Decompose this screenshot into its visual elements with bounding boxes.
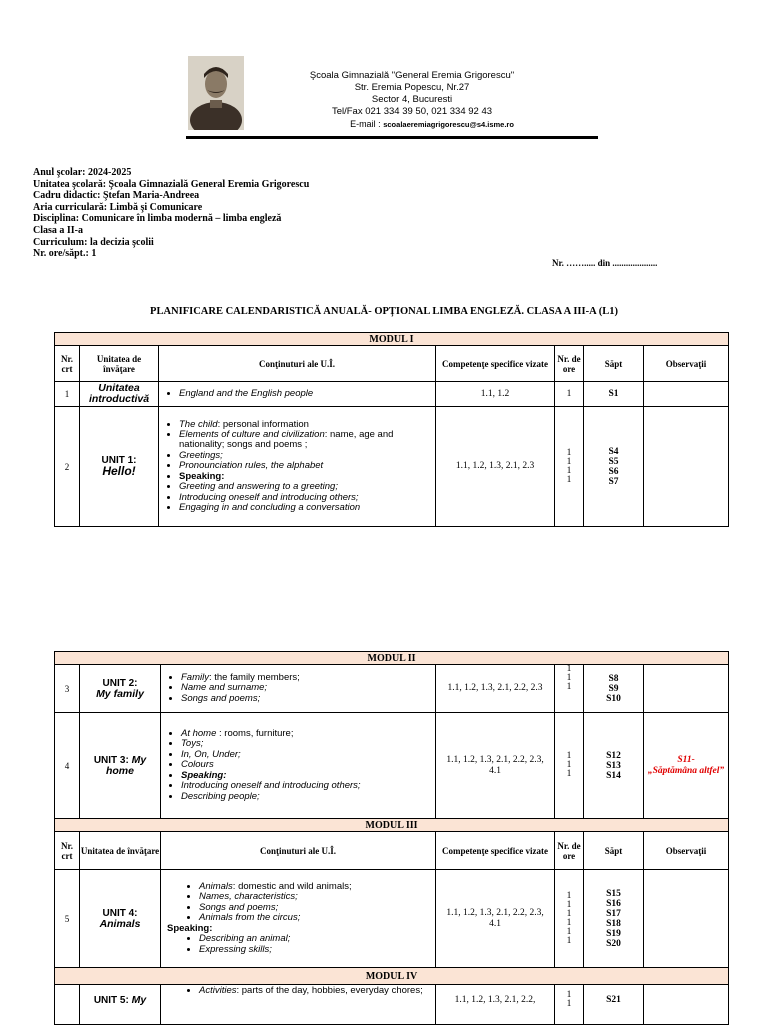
unit-observations: S11- „Săptămâna altfel” [644,713,729,819]
module-header: MODUL I [55,333,729,346]
meta-hours-per-week: Nr. ore/săpt.: 1 [33,248,97,260]
registration-number: Nr. ……..... din .................... [552,258,658,268]
unit-weeks: S4 S5 S6 S7 [584,407,644,527]
planning-table-modul-2-4 [54,651,729,1025]
unit-content: • The child: personal information • Elements of culture and civilization: name, age and nationality; songs and poems ; • Greetings; • Pronounciation rules, the alphabet • Speaking: • Greeting and answering to a greeting; • Introducing oneself and introducing others; • Engaging in and concluding a conversation [159,407,436,527]
unit-observations [644,382,729,407]
school-sector: Sector 4, Bucuresti [371,94,453,105]
unit-title: UNIT 4: Animals [80,870,161,968]
meta-school-unit: Unitatea şcolară: Şcoala Gimnazială General Eremia Grigorescu [33,178,310,190]
school-patron-portrait [188,56,244,130]
unit-hours: 1 1 1 1 [555,407,584,527]
row-number: 4 [55,713,80,819]
unit-content: • Animals: domestic and wild animals; • Names, characteristics; • Songs and poems; • Animals from the circus; Speaking: • Describing an animal; • Expressing skills; [161,870,436,968]
unit-content: • Family: the family members; • Name and surname; • Songs and poems; [161,665,436,713]
unit-title: Unitatea introductivă [80,382,159,407]
col-header-nr: Nr. crt [55,832,80,870]
unit-competences: 1.1, 1.2, 1.3, 2.1, 2.2, [436,985,555,1025]
unit-competences: 1.1, 1.2, 1.3, 2.1, 2.2, 2.3, 4.1 [436,870,555,968]
unit-hours: 1 1 1 [555,665,584,713]
row-number: 3 [55,665,80,713]
col-header-nr: Nr. crt [55,346,80,382]
meta-class: Clasa a II-a [33,224,84,236]
unit-observations [644,407,729,527]
unit-weeks: S1 [584,382,644,407]
col-header-observations: Observaţii [644,832,729,870]
table-row [55,713,729,819]
row-number [55,985,80,1025]
meta-curricular-area: Aria curriculară: Limbă şi Comunicare [33,201,203,213]
unit-content: • England and the English people [159,382,436,407]
document-meta [33,167,309,260]
unit-observations [644,665,729,713]
unit-content: • At home : rooms, furniture; • Toys; • In, On, Under; • Colours • Speaking: • Introducing oneself and introducing others; • Describing people; [161,713,436,819]
meta-discipline: Disciplina: Comunicare în limba modernă – limba engleză [33,213,282,225]
table-row [55,382,729,407]
unit-hours: 1 [555,382,584,407]
col-header-observations: Observaţii [644,346,729,382]
module-header: MODUL III [55,819,729,832]
school-phone: Tel/Fax 021 334 39 50, 021 334 92 43 [331,106,493,117]
letterhead-rule [186,136,598,139]
unit-title: UNIT 2: My family [80,665,161,713]
unit-weeks: S21 [584,985,644,1025]
unit-competences: 1.1, 1.2 [436,382,555,407]
unit-competences: 1.1, 1.2, 1.3, 2.1, 2.3 [436,407,555,527]
row-number: 5 [55,870,80,968]
module-header: MODUL IV [55,968,729,985]
table-row [55,985,729,1025]
table-row [55,665,729,713]
planning-table-modul-1 [54,332,729,527]
meta-school-year: Anul şcolar: 2024-2025 [33,167,132,178]
document-title: PLANIFICARE CALENDARISTICĂ ANUALĂ- OPȚIONAL LIMBA ENGLEZĂ. CLASA A III-A (L1) [150,306,618,317]
col-header-content: Conţinuturi ale U.Î. [161,832,436,870]
unit-weeks: S15 S16 S17 S18 S19 S20 [584,870,644,968]
unit-observations [644,870,729,968]
unit-content: • Activities: parts of the day, hobbies, everyday chores; [161,985,436,1025]
unit-competences: 1.1, 1.2, 1.3, 2.1, 2.2, 2.3 [436,665,555,713]
unit-hours: 1 1 [555,985,584,1025]
col-header-competences: Competenţe specifice vizate [436,346,555,382]
col-header-content: Conţinuturi ale U.Î. [159,346,436,382]
unit-competences: 1.1, 1.2, 1.3, 2.1, 2.2, 2.3, 4.1 [436,713,555,819]
meta-teacher: Cadru didactic: Ştefan Maria-Andreea [33,190,200,202]
email-address[interactable]: scoalaeremiagrigorescu@s4.isme.ro [383,120,514,129]
email-label: E-mail : [350,119,381,129]
school-name: Şcoala Gimnazială "General Eremia Grigorescu" [309,70,515,81]
unit-hours: 1 1 1 [555,713,584,819]
table-row [55,407,729,527]
meta-curriculum: Curriculum: la decizia şcolii [33,236,154,248]
col-header-weeks: Săpt [584,832,644,870]
unit-title: UNIT 1: Hello! [80,407,159,527]
module-header: MODUL II [55,652,729,665]
school-email-line [262,118,562,131]
unit-observations [644,985,729,1025]
col-header-hours: Nr. de ore [555,346,584,382]
col-header-unit: Unitatea de învăţare [80,346,159,382]
col-header-weeks: Săpt [584,346,644,382]
unit-weeks: S12 S13 S14 [584,713,644,819]
table-row [55,870,729,968]
row-number: 1 [55,382,80,407]
unit-title: UNIT 3: My home [80,713,161,819]
col-header-unit: Unitatea de învăţare [80,832,161,870]
school-street: Str. Eremia Popescu, Nr.27 [354,82,470,93]
unit-title: UNIT 5: My [80,985,161,1025]
unit-weeks: S8 S9 S10 [584,665,644,713]
unit-hours: 1 1 1 1 1 1 [555,870,584,968]
school-letterhead [262,70,562,131]
col-header-hours: Nr. de ore [555,832,584,870]
col-header-competences: Competenţe specifice vizate [436,832,555,870]
row-number: 2 [55,407,80,527]
